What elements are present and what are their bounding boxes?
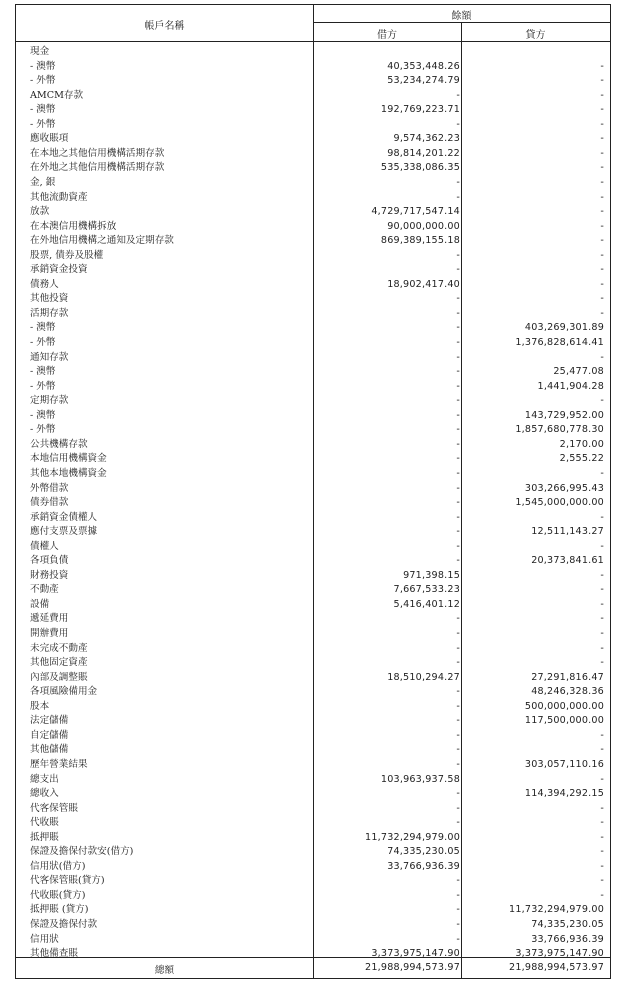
debit-amount: - [456, 613, 460, 625]
account-name: 設備 [30, 598, 50, 610]
debit-amount: - [456, 657, 460, 669]
table-row [16, 714, 610, 729]
debit-amount: - [456, 875, 460, 887]
credit-amount: - [600, 613, 604, 625]
table-row [16, 612, 610, 627]
table-row [16, 103, 610, 118]
account-name: 通知存款 [30, 351, 69, 363]
credit-amount: - [600, 75, 604, 87]
account-name: 外幣借款 [30, 482, 69, 494]
table-row [16, 482, 610, 497]
table-row [16, 583, 610, 598]
table-row [16, 816, 610, 831]
credit-amount: 11,732,294,979.00 [509, 904, 604, 916]
total-row [16, 957, 610, 979]
table-row [16, 220, 610, 235]
account-name: 債券借款 [30, 497, 69, 509]
credit-amount: - [600, 889, 604, 901]
debit-amount: - [456, 628, 460, 639]
credit-amount: 25,477.08 [553, 366, 604, 378]
credit-amount: 1,857,680,778.30 [515, 424, 604, 436]
table-row [16, 74, 610, 89]
table-row [16, 540, 610, 555]
table-row [16, 409, 610, 424]
debit-amount: 90,000,000.00 [387, 220, 460, 232]
table-row [16, 874, 610, 889]
account-name: 法定儲備 [30, 715, 69, 727]
account-name: - 澳幣 [30, 60, 56, 72]
debit-amount: - [456, 933, 460, 945]
account-name: 信用狀 [30, 933, 59, 945]
credit-amount: - [600, 351, 604, 363]
credit-amount: - [600, 206, 604, 218]
debit-amount: - [456, 395, 460, 407]
credit-amount: - [600, 773, 604, 785]
account-name: 總支出 [30, 773, 59, 785]
credit-header: 貸方 [525, 30, 546, 41]
account-name-header: 帳戶名稱 [144, 21, 185, 32]
debit-amount: - [456, 337, 460, 348]
account-name: 在本地之其他信用機構活期存款 [30, 147, 165, 159]
account-name: 保證及擔保付款安(借方) [30, 846, 134, 858]
credit-amount: 2,170.00 [559, 438, 604, 450]
account-name: - 澳幣 [30, 104, 56, 116]
account-name: 未完成不動產 [30, 642, 88, 654]
debit-amount: - [456, 293, 460, 305]
account-name: 代收賬(貸方) [30, 889, 86, 901]
credit-amount: - [600, 540, 604, 552]
debit-amount: 18,902,417.40 [387, 278, 460, 290]
table-row [16, 627, 610, 642]
debit-amount: 3,373,975,147.90 [371, 948, 460, 960]
debit-amount: 7,667,533.23 [393, 584, 460, 596]
credit-amount: - [600, 395, 604, 407]
credit-amount: - [600, 657, 604, 669]
table-row [16, 700, 610, 715]
table-row [16, 525, 610, 540]
debit-amount: - [456, 788, 460, 800]
account-name: 信用狀(借方) [30, 860, 86, 872]
debit-amount: - [456, 322, 460, 334]
credit-amount: 12,511,143.27 [531, 526, 604, 538]
table-row [16, 467, 610, 482]
debit-amount: - [456, 307, 460, 319]
credit-amount: 2,555.22 [559, 453, 604, 465]
credit-amount: 1,376,828,614.41 [515, 337, 604, 348]
debit-amount: - [456, 191, 460, 203]
debit-amount: - [456, 409, 460, 421]
debit-amount: 103,963,937.58 [380, 773, 460, 785]
credit-amount: - [600, 220, 604, 232]
trial-balance-table [15, 4, 611, 979]
debit-amount: 18,510,294.27 [387, 671, 460, 683]
account-name: 其他備查賬 [30, 948, 78, 960]
credit-amount: - [600, 729, 604, 741]
credit-amount: - [600, 846, 604, 858]
table-row [16, 423, 610, 438]
account-name: 內部及調整賬 [30, 671, 88, 683]
credit-amount: - [600, 162, 604, 174]
table-row [16, 234, 610, 249]
total-debit: 21,988,994,573.97 [365, 962, 460, 973]
account-name: 其他流動資產 [30, 191, 88, 203]
credit-amount: 303,266,995.43 [524, 482, 604, 494]
account-name: 應收賬項 [30, 133, 69, 145]
table-row [16, 496, 610, 511]
table-row [16, 773, 610, 788]
credit-amount: - [600, 147, 604, 159]
table-row [16, 89, 610, 104]
account-name: 財務投資 [30, 569, 69, 581]
debit-amount: 535,338,086.35 [380, 162, 460, 174]
debit-amount: 971,398.15 [403, 569, 460, 581]
credit-amount: 74,335,230.05 [531, 919, 604, 930]
credit-amount: - [600, 176, 604, 188]
account-name: - 澳幣 [30, 322, 56, 334]
table-row [16, 161, 610, 176]
total-credit: 21,988,994,573.97 [509, 962, 604, 973]
debit-amount: - [456, 919, 460, 930]
debit-amount: 74,335,230.05 [387, 846, 460, 858]
account-name: 其他儲備 [30, 744, 69, 756]
account-name: - 外幣 [30, 337, 56, 348]
table-row [16, 365, 610, 380]
credit-amount: 1,545,000,000.00 [515, 497, 604, 509]
table-row [16, 45, 610, 60]
account-name: 總收入 [30, 788, 59, 800]
debit-amount: - [456, 889, 460, 901]
account-name: 抵押賬 [30, 831, 59, 843]
table-row [16, 438, 610, 453]
account-name: - 澳幣 [30, 366, 56, 378]
table-row [16, 380, 610, 395]
account-name: - 外幣 [30, 380, 56, 392]
debit-amount: - [456, 366, 460, 378]
account-name: 抵押賬 (貸方) [30, 904, 89, 916]
debit-amount: 40,353,448.26 [387, 60, 460, 72]
credit-amount: - [600, 511, 604, 523]
debit-amount: 869,389,155.18 [380, 235, 460, 247]
debit-amount: 192,769,223.71 [380, 104, 460, 116]
debit-amount: 11,732,294,979.00 [365, 831, 460, 843]
debit-amount: - [456, 526, 460, 538]
table-row [16, 656, 610, 671]
account-name: - 外幣 [30, 424, 56, 436]
total-label: 總額 [154, 965, 175, 976]
debit-amount: - [456, 176, 460, 188]
debit-amount: 9,574,362.23 [393, 133, 460, 145]
debit-amount: - [456, 642, 460, 654]
credit-amount: - [600, 642, 604, 654]
debit-amount: - [456, 438, 460, 450]
credit-amount: - [600, 293, 604, 305]
table-row [16, 292, 610, 307]
credit-amount: - [600, 307, 604, 319]
table-row [16, 118, 610, 133]
account-name: 代收賬 [30, 817, 59, 829]
table-row [16, 147, 610, 162]
debit-amount: - [456, 758, 460, 770]
credit-amount: - [600, 875, 604, 887]
account-name: 定期存款 [30, 395, 69, 407]
account-name: 承銷資金債權人 [30, 511, 98, 523]
account-name: 其他固定資產 [30, 657, 88, 669]
table-row [16, 336, 610, 351]
table-row [16, 554, 610, 569]
credit-amount: 117,500,000.00 [524, 715, 604, 727]
table-row [16, 831, 610, 846]
table-row [16, 307, 610, 322]
debit-amount: 33,766,936.39 [387, 860, 460, 872]
credit-amount: 143,729,952.00 [524, 409, 604, 421]
table-row [16, 249, 610, 264]
account-name: 其他本地機構資金 [30, 467, 107, 479]
credit-amount: - [600, 628, 604, 639]
debit-amount: - [456, 497, 460, 509]
debit-amount: - [456, 467, 460, 479]
debit-amount: - [456, 744, 460, 756]
table-row [16, 321, 610, 336]
table-row [16, 758, 610, 773]
credit-amount: - [600, 191, 604, 203]
credit-amount: 303,057,110.16 [524, 758, 604, 770]
table-row [16, 685, 610, 700]
debit-amount: - [456, 904, 460, 916]
account-name: - 外幣 [30, 75, 56, 87]
account-name: 保證及擔保付款 [30, 919, 98, 930]
account-name: - 外幣 [30, 118, 56, 130]
table-row [16, 729, 610, 744]
table-row [16, 263, 610, 278]
debit-amount: 5,416,401.12 [393, 598, 460, 610]
account-name: 開辦費用 [30, 628, 69, 639]
account-name: 代客保管賬 [30, 802, 78, 814]
table-row [16, 176, 610, 191]
debit-amount: - [456, 482, 460, 494]
table-row [16, 889, 610, 904]
credit-amount: 1,441,904.28 [537, 380, 604, 392]
table-row [16, 60, 610, 75]
credit-amount: - [600, 278, 604, 290]
table-row [16, 351, 610, 366]
debit-amount: 98,814,201.22 [387, 147, 460, 159]
account-name: 債務人 [30, 278, 59, 290]
debit-amount: 53,234,274.79 [387, 75, 460, 87]
debit-amount: - [456, 555, 460, 567]
account-name: 活期存款 [30, 307, 69, 319]
table-row [16, 132, 610, 147]
debit-amount: - [456, 700, 460, 712]
credit-amount: - [600, 598, 604, 610]
credit-amount: 48,246,328.36 [531, 686, 604, 698]
table-row [16, 205, 610, 220]
credit-amount: 3,373,975,147.90 [515, 948, 604, 960]
account-name: 股票, 債券及股權 [30, 249, 104, 261]
table-row [16, 452, 610, 467]
account-name: 現金 [30, 46, 50, 57]
account-name: 其他投資 [30, 293, 69, 305]
credit-amount: - [600, 817, 604, 829]
table-row [16, 569, 610, 584]
debit-amount: - [456, 511, 460, 523]
credit-amount: - [600, 467, 604, 479]
balance-header: 餘額 [451, 11, 472, 22]
debit-amount: - [456, 118, 460, 130]
account-name: 金, 銀 [30, 176, 56, 188]
debit-amount: - [456, 249, 460, 261]
credit-amount: 33,766,936.39 [531, 933, 604, 945]
account-name: 遞延費用 [30, 613, 69, 625]
table-row [16, 787, 610, 802]
credit-amount: - [600, 133, 604, 145]
account-name: 在本澳信用機構拆放 [30, 220, 117, 232]
account-name: AMCM存款 [30, 89, 84, 101]
debit-amount: - [456, 424, 460, 436]
debit-amount: - [456, 351, 460, 363]
credit-amount: - [600, 831, 604, 843]
table-row [16, 918, 610, 933]
credit-amount: - [600, 584, 604, 596]
table-row [16, 903, 610, 918]
account-name: - 澳幣 [30, 409, 56, 421]
table-row [16, 743, 610, 758]
table-row [16, 598, 610, 613]
debit-amount: - [456, 802, 460, 814]
credit-amount: - [600, 118, 604, 130]
credit-amount: - [600, 744, 604, 756]
table-row [16, 642, 610, 657]
account-name: 債權人 [30, 540, 59, 552]
debit-amount: - [456, 686, 460, 698]
debit-header: 借方 [377, 30, 397, 41]
table-row [16, 191, 610, 206]
account-name: 代客保管賬(貸方) [30, 875, 105, 887]
account-name: 各項風險備用金 [30, 686, 98, 698]
table-row [16, 671, 610, 686]
debit-amount: - [456, 729, 460, 741]
credit-amount: 114,394,292.15 [524, 788, 604, 800]
account-name: 不動產 [30, 584, 59, 596]
credit-amount: 403,269,301.89 [524, 322, 604, 334]
credit-amount: - [600, 860, 604, 872]
account-name: 承銷資金投資 [30, 264, 88, 276]
credit-amount: - [600, 264, 604, 276]
table-row [16, 278, 610, 293]
credit-amount: - [600, 569, 604, 581]
credit-amount: 500,000,000.00 [524, 700, 604, 712]
account-name: 放款 [30, 206, 50, 218]
account-name: 各項負債 [30, 555, 69, 567]
account-name: 公共機構存款 [30, 438, 88, 450]
table-row [16, 845, 610, 860]
debit-amount: - [456, 715, 460, 727]
debit-amount: 4,729,717,547.14 [371, 206, 460, 218]
table-row [16, 802, 610, 817]
table-row [16, 511, 610, 526]
account-name: 股本 [30, 700, 50, 712]
account-name: 歷年營業結果 [30, 758, 88, 770]
table-row [16, 394, 610, 409]
table-row [16, 860, 610, 875]
debit-amount: - [456, 380, 460, 392]
credit-amount: - [600, 60, 604, 72]
account-name: 在外地信用機構之通知及定期存款 [30, 235, 174, 247]
credit-amount: - [600, 802, 604, 814]
account-name: 在外地之其他信用機構活期存款 [30, 162, 165, 174]
credit-amount: - [600, 235, 604, 247]
credit-amount: - [600, 104, 604, 116]
debit-amount: - [456, 540, 460, 552]
credit-amount: - [600, 249, 604, 261]
account-name: 本地信用機構資金 [30, 453, 107, 465]
debit-amount: - [456, 264, 460, 276]
account-name: 應付支票及票據 [30, 526, 98, 538]
table-row [16, 933, 610, 948]
debit-amount: - [456, 89, 460, 101]
debit-amount: - [456, 453, 460, 465]
credit-amount: 20,373,841.61 [531, 555, 604, 567]
debit-amount: - [456, 817, 460, 829]
credit-amount: 27,291,816.47 [531, 671, 604, 683]
credit-amount: - [600, 89, 604, 101]
account-name: 自定儲備 [30, 729, 69, 741]
